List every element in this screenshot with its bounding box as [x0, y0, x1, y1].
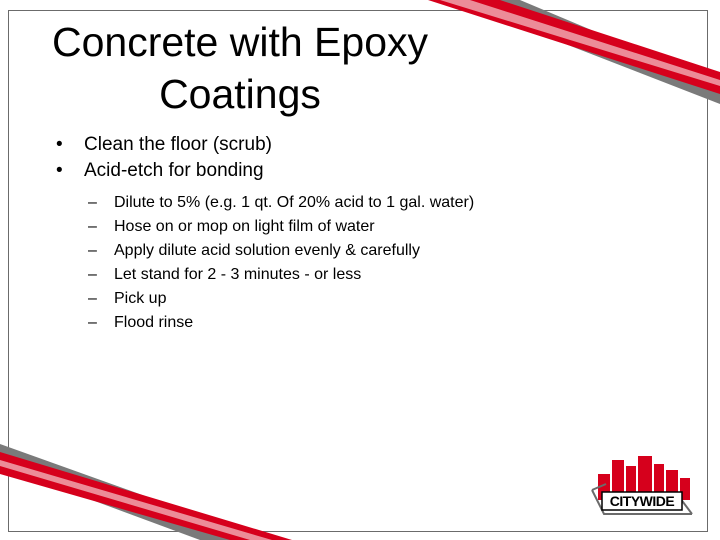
top-right-ribbon — [428, 0, 720, 94]
dash-marker: – — [88, 194, 97, 211]
sub-bullet-text: Apply dilute acid solution evenly & carefully — [114, 242, 420, 259]
bullet-marker: • — [56, 134, 63, 155]
sub-bullet-text: Let stand for 2 - 3 minutes - or less — [114, 266, 362, 283]
sub-bullet-item — [88, 263, 474, 287]
top-right-ribbon-highlight — [440, 0, 720, 86]
bullet-marker: • — [56, 160, 63, 181]
sub-bullet-item — [88, 287, 474, 311]
title-line-1: Concrete with Epoxy — [51, 19, 428, 65]
dash-marker: – — [88, 266, 97, 283]
bullet-text: Acid-etch for bonding — [84, 160, 264, 181]
sub-bullet-text: Hose on or mop on light film of water — [114, 218, 375, 235]
dash-marker: – — [88, 242, 97, 259]
bullet-text: Clean the floor (scrub) — [84, 134, 272, 155]
sub-bullet-item — [88, 215, 474, 239]
bottom-left-ribbon — [0, 452, 292, 540]
sub-bullet-text: Dilute to 5% (e.g. 1 qt. Of 20% acid to 1 gal. water) — [114, 194, 475, 211]
logo-wordmark: CITYWIDE — [609, 493, 675, 509]
sub-bullet-list — [88, 191, 474, 335]
sub-bullet-item — [88, 311, 474, 335]
sub-bullet-text: Pick up — [114, 290, 167, 307]
citywide-logo — [588, 452, 696, 524]
dash-marker: – — [88, 290, 97, 307]
bullet-list — [56, 132, 272, 184]
sub-bullet-item — [88, 191, 474, 215]
title-line-2: Coatings — [159, 71, 321, 117]
dash-marker: – — [88, 218, 97, 235]
dash-marker: – — [88, 314, 97, 331]
sub-bullet-text: Flood rinse — [114, 314, 194, 331]
slide-title — [20, 16, 460, 120]
bullet-item — [56, 158, 272, 184]
sub-bullet-item — [88, 239, 474, 263]
bottom-left-ribbon-highlight — [0, 460, 272, 540]
bullet-item — [56, 132, 272, 158]
